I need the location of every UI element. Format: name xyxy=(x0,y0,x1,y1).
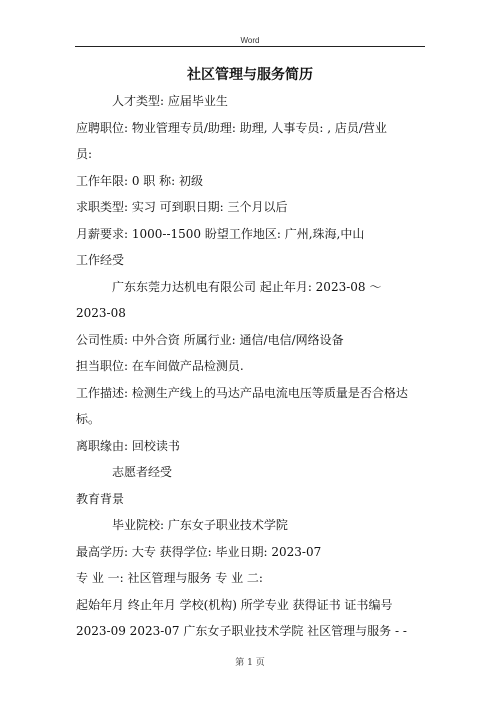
document-line: 工作经受 xyxy=(76,253,125,267)
page-number: 第 1 页 xyxy=(235,658,265,668)
document-line: 教育背景 xyxy=(76,491,125,506)
document-line: 毕业院校: 广东女子职业技术学院 xyxy=(112,518,288,532)
document-line: 离职缘由: 回校读书 xyxy=(76,438,180,453)
document-line: 工作年限: 0 职 称: 初级 xyxy=(76,173,203,188)
document-body xyxy=(76,88,426,645)
document-line: 工作描述: 检测生产线上的马达产品电流电压等质量是否合格达 xyxy=(76,385,408,400)
document-line: 专 业 一: 社区管理与服务 专 业 二: xyxy=(76,571,263,585)
document-title: 社区管理与服务简历 xyxy=(187,67,313,83)
document-line: 公司性质: 中外合资 所属行业: 通信/电信/网络设备 xyxy=(76,332,344,347)
header-app-label: Word xyxy=(240,36,260,45)
document-line: 求职类型: 实习 可到职日期: 三个月以后 xyxy=(76,200,288,214)
document-line: 人才类型: 应届毕业生 xyxy=(112,94,228,108)
document-line: 2023-09 2023-07 广东女子职业技术学院 社区管理与服务 - - xyxy=(76,624,407,638)
document-line: 担当职位: 在车间做产品检测员. xyxy=(76,359,244,373)
document-line: 最高学历: 大专 获得学位: 毕业日期: 2023-07 xyxy=(76,544,322,559)
document-line: 月薪要求: 1000--1500 盼望工作地区: 广州,珠海,中山 xyxy=(76,226,365,241)
document-line: 应聘职位: 物业管理专员/助理: 助理, 人事专员: , 店员/营业 xyxy=(76,120,387,135)
document-line: 标。 xyxy=(76,412,101,426)
document-line: 志愿者经受 xyxy=(112,465,173,479)
document-line: 员: xyxy=(76,147,93,161)
document-line: 广东东莞力达机电有限公司 起止年月: 2023-08 ～ xyxy=(112,279,382,294)
header-divider xyxy=(75,46,425,47)
document-line: 起始年月 终止年月 学校(机构) 所学专业 获得证书 证书编号 xyxy=(76,597,393,612)
document-line: 2023-08 xyxy=(76,306,126,320)
